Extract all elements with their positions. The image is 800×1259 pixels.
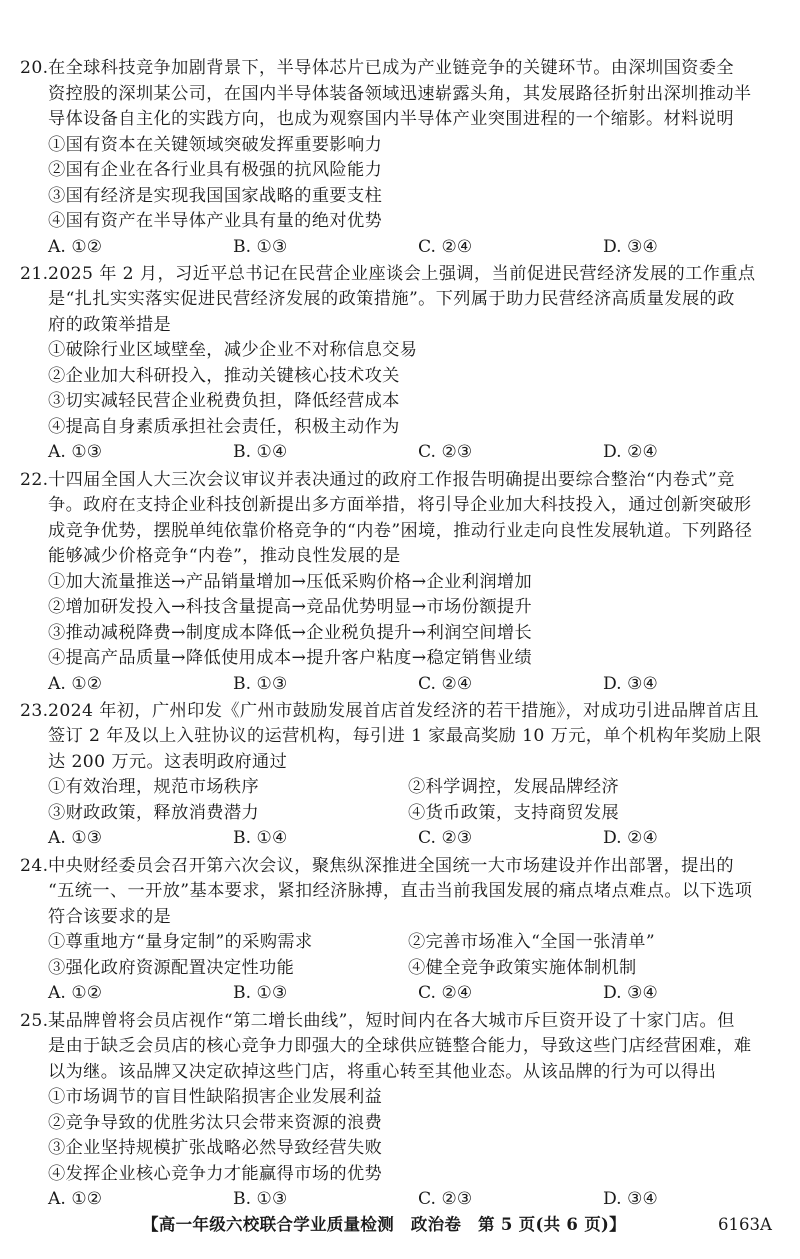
statement-option: ②竞争导致的优胜劣汰只会带来资源的浪费 xyxy=(48,1112,383,1133)
question-24 xyxy=(20,854,788,1007)
stem-text: 符合该要求的是 xyxy=(48,906,172,927)
stem-text: 达 200 万元。这表明政府通过 xyxy=(48,751,288,772)
question-number: 21. xyxy=(20,263,49,284)
question-stem-line xyxy=(20,468,788,494)
question-stem-line xyxy=(20,1060,788,1086)
question-stem-line xyxy=(20,544,788,570)
answer-choice: D. ③④ xyxy=(603,673,658,694)
answer-choice: C. ②③ xyxy=(418,1189,473,1209)
question-number: 22. xyxy=(20,469,49,490)
stem-text: 2025 年 2 月，习近平总书记在民营企业座谈会上强调，当前促进民营经济发展的工作重点 xyxy=(48,263,756,284)
question-stem-line xyxy=(20,493,788,519)
question-stem-line xyxy=(20,1009,788,1035)
answer-choices xyxy=(20,235,788,261)
question-stem-line xyxy=(20,82,788,108)
answer-choices xyxy=(20,440,788,466)
statement-option: ③企业坚持规模扩张战略必然导致经营失败 xyxy=(48,1138,383,1158)
answer-choice: B. ①③ xyxy=(233,983,288,1004)
statement-option: ①破除行业区域壁垒，减少企业不对称信息交易 xyxy=(48,340,418,361)
statement-option: ④健全竞争政策实施体制机制 xyxy=(408,957,637,978)
question-stem-line xyxy=(20,699,788,725)
answer-choice: A. ①② xyxy=(48,236,103,257)
statement-option: ②完善市场准入“全国一张清单” xyxy=(408,932,656,953)
answer-choice: C. ②④ xyxy=(418,673,473,694)
stem-text: 资控股的深圳某公司，在国内半导体装备领域迅速崭露头角，其发展路径折射出深圳推动半 xyxy=(48,83,752,104)
answer-choice: C. ②③ xyxy=(418,828,473,849)
statement-option-row xyxy=(20,956,788,982)
statement-option: ④国有资产在半导体产业具有量的绝对优势 xyxy=(48,211,383,231)
statement-option: ②企业加大科研投入，推动关键核心技术攻关 xyxy=(48,365,400,386)
answer-choice: C. ②④ xyxy=(418,983,473,1004)
answer-choice: A. ①② xyxy=(48,1189,103,1209)
statement-option: ④提高自身素质承担社会责任，积极主动作为 xyxy=(48,416,400,437)
answer-choice: B. ①④ xyxy=(233,442,288,463)
question-stem-line xyxy=(20,56,788,82)
stem-text: 2024 年初，广州印发《广州市鼓励发展首店首发经济的若干措施》，对成功引进品牌首店且 xyxy=(48,700,759,721)
question-number: 24. xyxy=(20,855,49,876)
stem-text: 十四届全国人大三次会议审议并表决通过的政府工作报告明确提出要综合整治“内卷式”竞 xyxy=(48,469,735,490)
question-stem-line xyxy=(20,905,788,931)
statement-option: ④提高产品质量→降低使用成本→提升客户粘度→稳定销售业绩 xyxy=(48,648,533,669)
question-stem-line xyxy=(20,107,788,133)
question-number: 25. xyxy=(20,1010,49,1031)
statement-option: ②增加研发投入→科技含量提高→竞品优势明显→市场份额提升 xyxy=(48,597,533,618)
answer-choices xyxy=(20,981,788,1007)
statement-option-row xyxy=(20,930,788,956)
answer-choice: B. ①④ xyxy=(233,828,288,849)
statement-option: ③切实减轻民营企业税费负担，降低经营成本 xyxy=(48,391,400,412)
answer-choice: B. ①③ xyxy=(233,236,288,257)
question-stem-line xyxy=(20,724,788,750)
stem-text: 某品牌曾将会员店视作“第二增长曲线”，短时间内在各大城市斥巨资开设了十家门店。但 xyxy=(48,1010,735,1031)
statement-option: ①市场调节的盲目性缺陷损害企业发展利益 xyxy=(48,1087,383,1107)
question-23 xyxy=(20,699,788,852)
statement-option: ③推动减税降费→制度成本降低→企业税负提升→利润空间增长 xyxy=(48,622,533,643)
question-stem-line xyxy=(20,1034,788,1060)
question-stem-line xyxy=(20,854,788,880)
statement-option: ④发挥企业核心竞争力才能赢得市场的优势 xyxy=(48,1163,383,1184)
question-stem-line xyxy=(20,313,788,339)
answer-choice: D. ②④ xyxy=(603,828,658,849)
question-22 xyxy=(20,468,788,698)
answer-choices xyxy=(20,826,788,852)
footer-title: 【高一年级六校联合学业质量检测 政治卷 第 5 页(共 6 页)】 xyxy=(142,1215,626,1234)
question-stem-line xyxy=(20,519,788,545)
answer-choice: A. ①③ xyxy=(48,442,103,463)
statement-option: ①有效治理，规范市场秩序 xyxy=(48,777,260,798)
answer-choices xyxy=(20,672,788,698)
statement-option: ②科学调控，发展品牌经济 xyxy=(408,777,620,798)
stem-text: 在全球科技竞争加剧背景下，半导体芯片已成为产业链竞争的关键环节。由深圳国资委全 xyxy=(48,58,734,78)
answer-choice: A. ①③ xyxy=(48,828,103,849)
answer-choice: C. ②④ xyxy=(418,236,473,257)
statement-option: ③国有经济是实现我国国家战略的重要支柱 xyxy=(48,185,383,206)
stem-text: 府的政策举措是 xyxy=(48,314,172,335)
answer-choice: B. ①③ xyxy=(233,1189,288,1209)
statement-option: ③财政政策，释放消费潜力 xyxy=(48,802,260,823)
stem-text: 能够减少价格竞争“内卷”，推动良性发展的是 xyxy=(48,546,401,567)
statement-option-row xyxy=(20,801,788,827)
statement-option: ①加大流量推送→产品销量增加→压低采购价格→企业利润增加 xyxy=(48,571,533,592)
statement-option: ①尊重地方“量身定制”的采购需求 xyxy=(48,932,313,953)
stem-text: 签订 2 年及以上入驻协议的运营机构，每引进 1 家最高奖励 10 万元，单个机构年奖励上限 xyxy=(48,726,762,747)
question-stem-line xyxy=(20,262,788,288)
stem-text: 中央财经委员会召开第六次会议，聚焦纵深推进全国统一大市场建设并作出部署，提出的 xyxy=(48,855,734,876)
answer-choice: C. ②③ xyxy=(418,442,473,463)
answer-choice: D. ③④ xyxy=(603,983,658,1004)
question-25 xyxy=(20,1009,788,1213)
answer-choice: D. ③④ xyxy=(603,1189,658,1209)
statement-option-row xyxy=(20,775,788,801)
page-footer xyxy=(0,1210,800,1240)
answer-choice: B. ①③ xyxy=(233,673,288,694)
answer-choice: A. ①② xyxy=(48,983,103,1004)
paper-code: 6163A xyxy=(718,1215,772,1234)
stem-text: 是由于缺乏会员店的核心竞争力即强大的全球供应链整合能力，导致这些门店经营困难，难 xyxy=(48,1036,752,1056)
answer-choice: A. ①② xyxy=(48,673,103,694)
question-20 xyxy=(20,56,788,260)
answer-choices xyxy=(20,1187,788,1213)
statement-option: ①国有资本在关键领域突破发挥重要影响力 xyxy=(48,134,383,155)
statement-option: ④货币政策，支持商贸发展 xyxy=(408,802,620,823)
statement-option: ②国有企业在各行业具有极强的抗风险能力 xyxy=(48,160,383,180)
stem-text: 争。政府在支持企业科技创新提出多方面举措，将引导企业加大科技投入，通过创新突破形 xyxy=(48,495,752,516)
question-stem-line xyxy=(20,750,788,776)
stem-text: 导体设备自主化的实践方向，也成为观察国内半导体产业突围进程的一个缩影。材料说明 xyxy=(48,109,734,129)
answer-choice: D. ②④ xyxy=(603,442,658,463)
question-21 xyxy=(20,262,788,466)
stem-text: “五统一、一开放”基本要求，紧扣经济脉搏，直击当前我国发展的痛点堵点难点。以下选项 xyxy=(48,881,753,902)
statement-option: ③强化政府资源配置决定性功能 xyxy=(48,957,295,978)
question-number: 20. xyxy=(20,58,49,78)
stem-text: 是“扎扎实实落实促进民营经济发展的政策措施”。下列属于助力民营经济高质量发展的政 xyxy=(48,289,735,310)
stem-text: 以为继。该品牌又决定砍掉这些门店，将重心转至其他业态。从该品牌的行为可以得出 xyxy=(48,1061,717,1082)
question-number: 23. xyxy=(20,700,49,721)
question-stem-line xyxy=(20,879,788,905)
answer-choice: D. ③④ xyxy=(603,236,658,257)
stem-text: 成竞争优势，摆脱单纯依靠价格竞争的“内卷”困境，推动行业走向良性发展轨道。下列路径 xyxy=(48,520,753,541)
question-stem-line xyxy=(20,287,788,313)
